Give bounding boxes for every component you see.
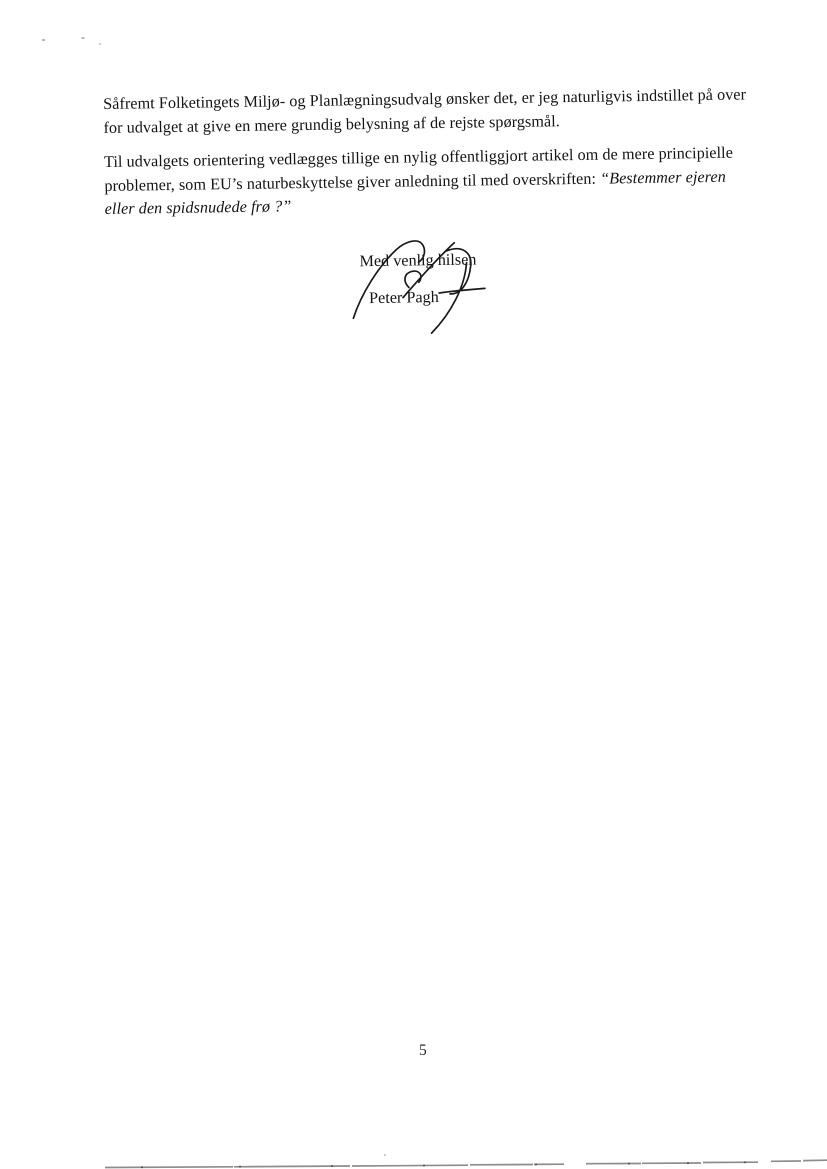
letter-body xyxy=(103,83,765,233)
paragraph-2-line-2-regular: problemer, som EU’s naturbeskyttelse giver anledning til med overskriften: xyxy=(104,169,601,195)
paragraph-1-line-1: Såfremt Folketingets Miljø- og Planlægningsudvalg ønsker det, er jeg naturligvis indstillet på over xyxy=(103,85,747,113)
scan-speck xyxy=(99,43,101,45)
article-title-part-2: eller den spidsnudede frø ?” xyxy=(104,197,292,219)
salutation: Med venlig hilsen xyxy=(359,250,477,271)
scan-speck xyxy=(81,37,85,39)
paragraph-1 xyxy=(103,83,764,140)
paragraph-2 xyxy=(104,141,765,222)
article-title-part-1: “Bestemmer ejeren xyxy=(600,167,726,188)
page-number: 5 xyxy=(419,1042,427,1059)
closing-block xyxy=(359,248,477,310)
letter-content xyxy=(0,0,827,421)
scan-speck xyxy=(384,1154,386,1156)
paragraph-1-line-2: for udvalget at give en mere grundig belysning af de rejste spørgsmål. xyxy=(103,111,560,137)
scan-speck xyxy=(42,39,45,41)
paragraph-2-line-1: Til udvalgets orientering vedlægges tillige en nylig offentliggjort artikel om de mere principielle xyxy=(103,143,734,172)
signatory-name: Peter Pagh xyxy=(368,287,439,307)
scan-edge-line xyxy=(0,1150,827,1169)
